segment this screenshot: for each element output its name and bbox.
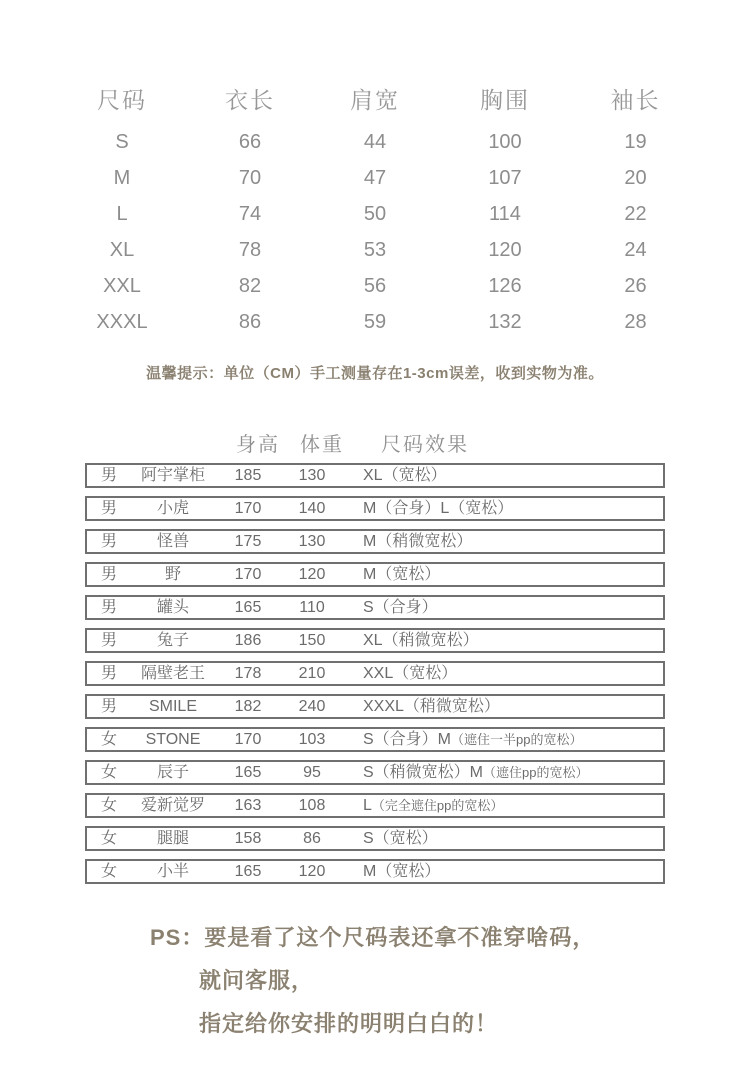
- size-cell: XXXL: [96, 310, 148, 333]
- effect-cell: S（宽松）: [363, 829, 438, 847]
- name-cell: STONE: [145, 730, 201, 748]
- height-cell: 185: [234, 466, 262, 484]
- gender-cell: 男: [100, 532, 117, 550]
- size-cell: 59: [363, 310, 387, 333]
- height-cell: 186: [234, 631, 262, 649]
- shoulder-column-header: 肩宽: [350, 86, 400, 113]
- height-cell: 175: [234, 532, 262, 550]
- name-cell: 辰子: [156, 763, 189, 781]
- size-table-row: [85, 160, 670, 196]
- size-cell: 66: [238, 130, 262, 153]
- size-cell: 26: [624, 274, 647, 297]
- fit-row: [85, 661, 665, 686]
- size-cell: 126: [488, 274, 522, 297]
- gender-cell: 男: [100, 466, 117, 484]
- gender-cell: 男: [100, 664, 117, 682]
- size-cell: 19: [624, 130, 647, 153]
- sleeve-column-header: 袖长: [610, 86, 661, 113]
- size-cell: M: [113, 166, 131, 189]
- ps-line: PS：要是看了这个尺码表还拿不准穿啥码，: [150, 925, 596, 950]
- weight-cell: 120: [298, 565, 326, 583]
- size-cell: 132: [488, 310, 522, 333]
- weight-cell: 110: [299, 598, 325, 616]
- gender-cell: 男: [100, 631, 117, 649]
- weight-cell: 240: [298, 697, 326, 715]
- size-cell: 120: [488, 238, 522, 261]
- name-cell: SMILE: [148, 697, 197, 715]
- weight-cell: 210: [298, 664, 326, 682]
- gender-cell: 女: [100, 730, 117, 748]
- effect-cell: S（稍微宽松）M（遮住pp的宽松）: [363, 763, 589, 781]
- size-cell: 28: [624, 310, 647, 333]
- size-cell: 22: [624, 202, 647, 225]
- effect-cell: XXL（宽松）: [363, 664, 458, 682]
- weight-cell: 103: [298, 730, 326, 748]
- size-cell: S: [115, 130, 129, 153]
- size-cell: XXL: [103, 274, 141, 297]
- height-column-header: 身高: [236, 434, 280, 456]
- name-cell: 腿腿: [156, 829, 189, 847]
- fit-row: [85, 628, 665, 653]
- size-column-header: 尺码: [97, 86, 147, 113]
- weight-column-header: 体重: [300, 434, 344, 456]
- fit-row: [85, 463, 665, 488]
- name-cell: 阿宇掌柜: [140, 466, 205, 484]
- fit-row: [85, 793, 665, 818]
- size-cell: 24: [624, 238, 647, 261]
- effect-cell: M（宽松）: [363, 565, 441, 583]
- size-cell: L: [116, 202, 128, 225]
- weight-cell: 108: [298, 796, 326, 814]
- name-cell: 罐头: [156, 598, 189, 616]
- fit-row: [85, 826, 665, 851]
- effect-cell: M（稍微宽松）: [363, 532, 473, 550]
- size-cell: 100: [488, 130, 522, 153]
- fit-row: [85, 859, 665, 884]
- height-cell: 165: [234, 862, 262, 880]
- height-cell: 170: [234, 565, 262, 583]
- size-table-row: [85, 196, 670, 232]
- fit-row: [85, 529, 665, 554]
- effect-cell: S（合身）: [363, 598, 438, 616]
- fit-row: [85, 727, 665, 752]
- size-table-header-row: [85, 72, 670, 124]
- size-cell: 114: [489, 202, 521, 225]
- tip-note: 温馨提示：单位（CM）手工测量存在1-3cm误差，收到实物为准。: [146, 365, 604, 382]
- height-cell: 165: [234, 598, 262, 616]
- height-cell: 178: [234, 664, 262, 682]
- size-table-body: [85, 124, 670, 340]
- height-cell: 182: [234, 697, 262, 715]
- height-cell: 170: [234, 730, 262, 748]
- effect-note: （遮住一半pp的宽松）: [451, 731, 583, 747]
- name-cell: 小半: [156, 862, 189, 880]
- effect-cell: M（宽松）: [363, 862, 441, 880]
- height-cell: 165: [234, 763, 262, 781]
- name-cell: 小虎: [156, 499, 189, 517]
- gender-cell: 男: [100, 697, 117, 715]
- fit-row: [85, 694, 665, 719]
- fit-chart-header: [97, 428, 677, 457]
- fit-row: [85, 496, 665, 521]
- length-column-header: 衣长: [225, 86, 275, 113]
- height-cell: 163: [234, 796, 262, 814]
- size-table-row: [85, 232, 670, 268]
- effect-column-header: 尺码效果: [381, 434, 469, 456]
- ps-line: 指定给你安排的明明白白的！: [199, 1011, 499, 1036]
- size-table-row: [85, 304, 670, 340]
- weight-cell: 130: [298, 466, 326, 484]
- gender-cell: 女: [100, 796, 117, 814]
- ps-note: [150, 916, 595, 1045]
- effect-note: （完全遮住pp的宽松）: [371, 797, 504, 813]
- name-cell: 怪兽: [156, 532, 189, 550]
- effect-cell: XXXL（稍微宽松）: [363, 697, 500, 715]
- fit-row: [85, 760, 665, 785]
- fit-row: [85, 595, 665, 620]
- height-cell: 170: [234, 499, 262, 517]
- weight-cell: 140: [298, 499, 326, 517]
- effect-cell: L（完全遮住pp的宽松）: [363, 796, 504, 814]
- gender-cell: 女: [100, 763, 117, 781]
- ps-line: 就问客服，: [199, 968, 315, 993]
- chest-column-header: 胸围: [480, 86, 530, 113]
- size-cell: XL: [109, 238, 135, 261]
- effect-cell: S（合身）M（遮住一半pp的宽松）: [363, 730, 583, 748]
- effect-cell: XL（宽松）: [363, 466, 447, 484]
- size-table-row: [85, 268, 670, 304]
- weight-cell: 150: [298, 631, 326, 649]
- name-cell: 野: [164, 565, 181, 583]
- size-cell: 44: [363, 130, 387, 153]
- weight-cell: 130: [298, 532, 326, 550]
- size-cell: 56: [363, 274, 387, 297]
- height-cell: 158: [234, 829, 262, 847]
- weight-cell: 86: [303, 829, 321, 847]
- size-cell: 78: [238, 238, 262, 261]
- size-chart-table: [85, 72, 670, 340]
- size-cell: 86: [238, 310, 262, 333]
- size-cell: 70: [238, 166, 262, 189]
- weight-cell: 95: [303, 763, 321, 781]
- effect-note: （遮住pp的宽松）: [483, 764, 589, 780]
- size-cell: 53: [363, 238, 387, 261]
- gender-cell: 男: [100, 598, 117, 616]
- gender-cell: 女: [100, 829, 117, 847]
- gender-cell: 女: [100, 862, 117, 880]
- size-cell: 107: [488, 166, 522, 189]
- size-cell: 50: [363, 202, 387, 225]
- name-cell: 隔壁老王: [140, 664, 205, 682]
- name-cell: 兔子: [156, 631, 189, 649]
- size-cell: 47: [363, 166, 387, 189]
- size-table-row: [85, 124, 670, 160]
- effect-cell: XL（稍微宽松）: [363, 631, 479, 649]
- fit-list: [85, 463, 665, 892]
- size-cell: 82: [238, 274, 262, 297]
- size-cell: 20: [624, 166, 647, 189]
- effect-cell: M（合身）L（宽松）: [363, 499, 514, 517]
- weight-cell: 120: [298, 862, 326, 880]
- gender-cell: 男: [100, 565, 117, 583]
- fit-row: [85, 562, 665, 587]
- gender-cell: 男: [100, 499, 117, 517]
- name-cell: 爱新觉罗: [140, 796, 205, 814]
- size-cell: 74: [238, 202, 262, 225]
